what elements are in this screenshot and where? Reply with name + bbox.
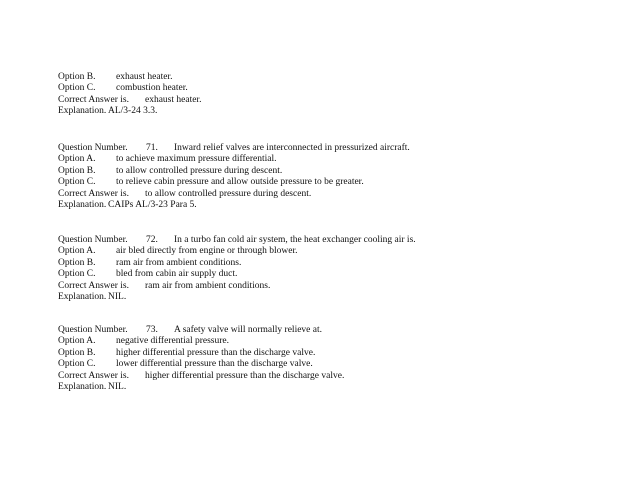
question-number: 73. bbox=[146, 325, 158, 335]
option-a-label: Option A. bbox=[58, 336, 96, 347]
option-c-line bbox=[58, 177, 598, 188]
option-a-line bbox=[58, 336, 598, 347]
correct-answer-text: to allow controlled pressure during descent. bbox=[145, 188, 312, 199]
partial-question-block bbox=[58, 72, 598, 118]
option-b-label: Option B. bbox=[58, 347, 96, 358]
explanation-text: CAIPs AL/3-23 Para 5. bbox=[108, 199, 197, 210]
option-c-label: Option C. bbox=[58, 359, 96, 370]
correct-answer-line bbox=[58, 371, 598, 382]
option-a-text: negative differential pressure. bbox=[116, 336, 229, 347]
correct-answer-line bbox=[58, 189, 598, 200]
explanation-label: Explanation. bbox=[58, 199, 107, 210]
correct-answer-label: Correct Answer is. bbox=[58, 94, 129, 105]
option-c-line bbox=[58, 269, 598, 280]
question-number: 72. bbox=[146, 235, 158, 245]
option-c-line bbox=[58, 359, 598, 370]
option-c-text: bled from cabin air supply duct. bbox=[116, 269, 238, 280]
question-block-71 bbox=[58, 143, 598, 211]
correct-answer-line bbox=[58, 95, 598, 106]
option-b-text: ram air from ambient conditions. bbox=[116, 257, 242, 268]
correct-answer-label: Correct Answer is. bbox=[58, 370, 129, 381]
explanation-line bbox=[58, 292, 598, 303]
correct-answer-label: Correct Answer is. bbox=[58, 188, 129, 199]
correct-answer-text: higher differential pressure than the discharge valve. bbox=[145, 370, 345, 381]
question-line bbox=[58, 235, 598, 246]
question-text: Inward relief valves are interconnected in pressurized aircraft. bbox=[174, 143, 410, 153]
option-c-label: Option C. bbox=[58, 269, 96, 280]
question-label: Question Number. bbox=[58, 325, 128, 335]
option-b-label: Option B. bbox=[58, 165, 96, 176]
option-a-text: air bled directly from engine or through blower. bbox=[116, 246, 298, 257]
explanation-label: Explanation. bbox=[58, 106, 107, 117]
option-b-text: higher differential pressure than the discharge valve. bbox=[116, 347, 316, 358]
explanation-line bbox=[58, 200, 598, 211]
option-a-text: to achieve maximum pressure differential. bbox=[116, 154, 277, 165]
question-line bbox=[58, 143, 598, 154]
option-b-line bbox=[58, 166, 598, 177]
option-c-text: lower differential pressure than the discharge valve. bbox=[116, 359, 313, 370]
question-label: Question Number. bbox=[58, 235, 128, 245]
explanation-line bbox=[58, 382, 598, 393]
option-c-text: to relieve cabin pressure and allow outside pressure to be greater. bbox=[116, 177, 364, 188]
option-b-label: Option B. bbox=[58, 72, 96, 82]
explanation-text: NIL. bbox=[108, 381, 127, 392]
option-c-text: combustion heater. bbox=[116, 83, 188, 94]
option-b-line bbox=[58, 258, 598, 269]
option-b-line bbox=[58, 72, 598, 83]
explanation-line bbox=[58, 106, 598, 117]
question-text: A safety valve will normally relieve at. bbox=[174, 325, 322, 335]
option-a-line bbox=[58, 246, 598, 257]
option-c-label: Option C. bbox=[58, 177, 96, 188]
option-a-line bbox=[58, 154, 598, 165]
correct-answer-line bbox=[58, 281, 598, 292]
correct-answer-text: exhaust heater. bbox=[145, 94, 202, 105]
option-b-label: Option B. bbox=[58, 257, 96, 268]
explanation-label: Explanation. bbox=[58, 381, 107, 392]
question-block-73 bbox=[58, 325, 598, 393]
option-b-line bbox=[58, 348, 598, 359]
option-c-line bbox=[58, 83, 598, 94]
question-line bbox=[58, 325, 598, 336]
question-number: 71. bbox=[146, 143, 158, 153]
explanation-label: Explanation. bbox=[58, 291, 107, 302]
option-c-label: Option C. bbox=[58, 83, 96, 94]
correct-answer-text: ram air from ambient conditions. bbox=[145, 280, 271, 291]
option-b-text: exhaust heater. bbox=[116, 72, 173, 82]
option-a-label: Option A. bbox=[58, 154, 96, 165]
correct-answer-label: Correct Answer is. bbox=[58, 280, 129, 291]
option-a-label: Option A. bbox=[58, 246, 96, 257]
explanation-text: AL/3-24 3.3. bbox=[108, 106, 158, 117]
question-block-72 bbox=[58, 235, 598, 303]
question-label: Question Number. bbox=[58, 143, 128, 153]
option-b-text: to allow controlled pressure during descent. bbox=[116, 165, 283, 176]
explanation-text: NIL. bbox=[108, 291, 127, 302]
question-text: In a turbo fan cold air system, the heat exchanger cooling air is. bbox=[174, 235, 416, 245]
